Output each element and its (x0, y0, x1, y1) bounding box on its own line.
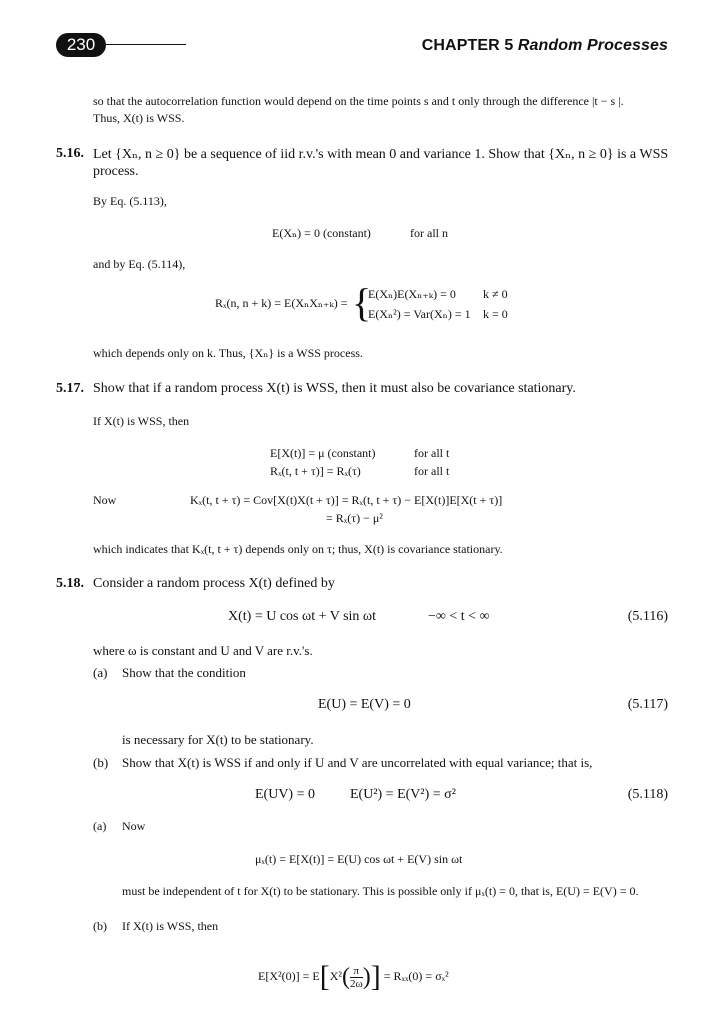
equation-wss-mean: E[X(t)] = μ (constant) (270, 446, 376, 460)
text-by-eq-5-113: By Eq. (5.113), (93, 194, 167, 208)
final-equation (258, 962, 449, 992)
case-1: E(Xₙ)E(Xₙ₊ₖ) = 0 (368, 287, 456, 301)
right-paren: ) (362, 964, 371, 990)
text-now-5-17: Now (93, 493, 117, 507)
problem-5-18-statement: Consider a random process X(t) defined by (93, 576, 335, 591)
problem-number-5-16: 5.16. (56, 146, 84, 161)
part-b-label: (b) (93, 755, 109, 770)
equation-process-definition: X(t) = U cos ωt + V sin ωt (228, 609, 377, 624)
equation-equal-variance: E(U²) = E(V²) = σ² (350, 787, 456, 802)
solution-a-label: (a) (93, 819, 107, 833)
problem-5-17-statement: Show that if a random process X(t) is WSS, then it must also be covariance stationary. (93, 381, 576, 396)
problem-5-17-conclusion: which indicates that Kₓ(t, t + τ) depends only on τ; thus, X(t) is covariance stationary. (93, 542, 503, 556)
equation-autocorrelation-lhs: Rₓ(n, n + k) = E(XₙXₙ₊ₖ) = (215, 296, 348, 310)
solution-b-text: If X(t) is WSS, then (122, 919, 219, 933)
equation-zero-means: E(U) = E(V) = 0 (318, 697, 411, 712)
problem-5-16-statement-2: process. (93, 164, 139, 179)
problem-5-16-statement-1: Let {Xₙ, n ≥ 0} be a sequence of iid r.v.'s with mean 0 and variance 1. Show that {Xₙ, n ≥ 0} is a WSS (93, 147, 669, 162)
fraction-numerator: π (350, 965, 363, 978)
equation-wss-autocorr-condition: for all t (414, 464, 450, 478)
page-number: 230 (56, 33, 106, 57)
equation-wss-autocorr: Rₓ(t, t + τ)] = Rₓ(τ) (270, 464, 361, 478)
solution-a-conclusion: must be independent of t for X(t) to be stationary. This is possible only if μₓ(t) = 0, that is, E(U) = E(V) = 0. (122, 884, 639, 898)
equation-mean: E(Xₙ) = 0 (constant) (272, 226, 371, 240)
equation-mean-function: μₓ(t) = E[X(t)] = E(U) cos ωt + E(V) sin ωt (255, 852, 463, 866)
chapter-title: Random Processes (517, 37, 668, 54)
fraction-pi-over-2-omega (350, 965, 363, 990)
equation-wss-mean-condition: for all t (414, 446, 450, 460)
case-2: E(Xₙ²) = Var(Xₙ) = 1 (368, 307, 471, 321)
part-b-text: Show that X(t) is WSS if and only if U and V are uncorrelated with equal variance; that is, (122, 755, 593, 770)
header-rule (100, 44, 186, 45)
fraction-denominator: 2ω (349, 977, 363, 990)
equation-covariance-1: Kₓ(t, t + τ) = Cov[X(t)X(t + τ)] = Rₓ(t, t + τ) − E[X(t)]E[X(t + τ)] (190, 493, 503, 507)
equation-mean-condition: for all n (410, 226, 448, 240)
solution-b-label: (b) (93, 919, 107, 933)
equation-number-5-118: (5.118) (627, 787, 668, 802)
text-by-eq-5-114: and by Eq. (5.114), (93, 257, 186, 271)
cases-brace: { (352, 280, 372, 325)
left-paren: ( (341, 964, 350, 990)
final-equation-lhs: E[X²(0)] = E (258, 968, 320, 983)
prev-line-2: Thus, X(t) is WSS. (93, 111, 185, 125)
solution-a-now: Now (122, 819, 146, 833)
equation-number-5-117: (5.117) (627, 697, 668, 712)
final-equation-x-squared: X² (329, 968, 342, 983)
equation-uncorrelated: E(UV) = 0 (255, 787, 315, 802)
case-2-condition: k = 0 (483, 307, 508, 321)
part-a-label: (a) (93, 665, 108, 680)
right-bracket: ] (370, 960, 381, 993)
text-where-omega: where ω is constant and U and V are r.v.'s. (93, 643, 313, 658)
problem-number-5-18: 5.18. (56, 576, 84, 591)
part-a-text: Show that the condition (122, 665, 246, 680)
final-equation-rhs: = Rₓₓ(0) = σₓ² (383, 968, 449, 983)
case-1-condition: k ≠ 0 (483, 287, 508, 301)
problem-5-16-conclusion: which depends only on k. Thus, {Xₙ} is a WSS process. (93, 346, 363, 360)
equation-number-5-116: (5.116) (627, 609, 668, 624)
chapter-header (422, 37, 668, 55)
left-bracket: [ (319, 960, 330, 993)
text-if-wss: If X(t) is WSS, then (93, 414, 190, 428)
equation-covariance-2: = Rₓ(τ) − μ² (326, 511, 383, 525)
equation-process-range: −∞ < t < ∞ (428, 609, 490, 624)
prev-line-1: so that the autocorrelation function would depend on the time points s and t only through the difference |t − s |. (93, 94, 624, 108)
problem-number-5-17: 5.17. (56, 381, 84, 396)
chapter-label: CHAPTER 5 (421, 37, 514, 54)
text-necessary: is necessary for X(t) to be stationary. (122, 732, 314, 747)
